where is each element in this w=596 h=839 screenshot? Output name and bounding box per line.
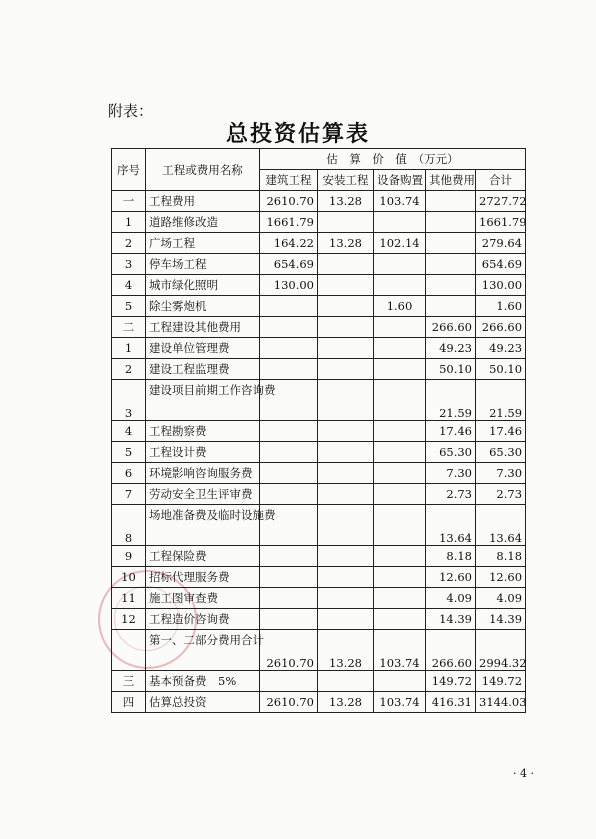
row-equip bbox=[374, 317, 426, 338]
row-install bbox=[318, 442, 374, 463]
row-build bbox=[260, 609, 318, 630]
row-equip: 102.14 bbox=[374, 233, 426, 254]
row-build bbox=[260, 317, 318, 338]
table-row bbox=[112, 275, 526, 296]
row-build: 654.69 bbox=[260, 254, 318, 275]
row-no: 6 bbox=[112, 463, 146, 484]
row-equip: 103.74 bbox=[374, 692, 426, 713]
row-install bbox=[318, 567, 374, 588]
row-total: 654.69 bbox=[476, 254, 526, 275]
row-total: 8.18 bbox=[476, 546, 526, 567]
row-equip bbox=[374, 338, 426, 359]
page-title: 总投资估算表 bbox=[225, 121, 370, 147]
row-equip bbox=[374, 380, 426, 421]
row-other: 7.30 bbox=[426, 463, 476, 484]
row-no: 三 bbox=[112, 671, 146, 692]
row-build: 2610.70 bbox=[260, 191, 318, 212]
table-row bbox=[112, 692, 526, 713]
row-name: 广场工程 bbox=[146, 233, 260, 254]
row-no: 1 bbox=[112, 338, 146, 359]
row-build bbox=[260, 421, 318, 442]
row-name: 第一、二部分费用合计 bbox=[146, 630, 260, 671]
row-build bbox=[260, 567, 318, 588]
row-equip bbox=[374, 505, 426, 546]
row-total: 7.30 bbox=[476, 463, 526, 484]
table-row bbox=[112, 567, 526, 588]
row-total: 3144.03 bbox=[476, 692, 526, 713]
row-name: 施工图审查费 bbox=[146, 588, 260, 609]
row-build bbox=[260, 463, 318, 484]
table-row bbox=[112, 317, 526, 338]
row-install: 13.28 bbox=[318, 191, 374, 212]
row-name: 工程费用 bbox=[146, 191, 260, 212]
row-no: 8 bbox=[112, 505, 146, 546]
row-name: 工程造价咨询费 bbox=[146, 609, 260, 630]
row-no: 2 bbox=[112, 233, 146, 254]
row-other: 4.09 bbox=[426, 588, 476, 609]
row-total: 2994.32 bbox=[476, 630, 526, 671]
row-equip bbox=[374, 546, 426, 567]
row-total: 4.09 bbox=[476, 588, 526, 609]
row-equip bbox=[374, 671, 426, 692]
row-build bbox=[260, 296, 318, 317]
row-build: 164.22 bbox=[260, 233, 318, 254]
row-install bbox=[318, 546, 374, 567]
row-name: 除尘雾炮机 bbox=[146, 296, 260, 317]
row-no: 一 bbox=[112, 191, 146, 212]
row-no: 四 bbox=[112, 692, 146, 713]
row-name: 招标代理服务费 bbox=[146, 567, 260, 588]
table-row bbox=[112, 463, 526, 484]
row-equip: 1.60 bbox=[374, 296, 426, 317]
row-equip bbox=[374, 463, 426, 484]
row-total: 2727.72 bbox=[476, 191, 526, 212]
table-row bbox=[112, 588, 526, 609]
row-install bbox=[318, 380, 374, 421]
row-install bbox=[318, 484, 374, 505]
page-number: · 4 · bbox=[513, 767, 534, 780]
row-no: 7 bbox=[112, 484, 146, 505]
table-row bbox=[112, 212, 526, 233]
row-other: 416.31 bbox=[426, 692, 476, 713]
row-other: 266.60 bbox=[426, 317, 476, 338]
row-no bbox=[112, 630, 146, 671]
row-no: 1 bbox=[112, 212, 146, 233]
row-other bbox=[426, 191, 476, 212]
row-equip bbox=[374, 275, 426, 296]
row-total: 1661.79 bbox=[476, 212, 526, 233]
row-equip bbox=[374, 421, 426, 442]
row-no: 5 bbox=[112, 442, 146, 463]
row-no: 10 bbox=[112, 567, 146, 588]
row-build bbox=[260, 338, 318, 359]
table-row bbox=[112, 630, 526, 671]
row-no: 11 bbox=[112, 588, 146, 609]
row-install bbox=[318, 338, 374, 359]
row-equip bbox=[374, 254, 426, 275]
row-total: 12.60 bbox=[476, 567, 526, 588]
row-other bbox=[426, 233, 476, 254]
row-other: 17.46 bbox=[426, 421, 476, 442]
row-install: 13.28 bbox=[318, 630, 374, 671]
row-install bbox=[318, 296, 374, 317]
row-equip bbox=[374, 484, 426, 505]
row-name: 工程勘察费 bbox=[146, 421, 260, 442]
header-name: 工程或费用名称 bbox=[146, 149, 260, 191]
row-install bbox=[318, 275, 374, 296]
header-total: 合计 bbox=[476, 170, 526, 191]
row-total: 2.73 bbox=[476, 484, 526, 505]
table-row bbox=[112, 546, 526, 567]
row-no: 4 bbox=[112, 275, 146, 296]
row-equip bbox=[374, 212, 426, 233]
row-install bbox=[318, 671, 374, 692]
header-build: 建筑工程 bbox=[260, 170, 318, 191]
row-other: 2.73 bbox=[426, 484, 476, 505]
row-equip bbox=[374, 567, 426, 588]
row-total: 149.72 bbox=[476, 671, 526, 692]
table-row bbox=[112, 484, 526, 505]
row-other bbox=[426, 275, 476, 296]
row-equip: 103.74 bbox=[374, 630, 426, 671]
row-name: 工程建设其他费用 bbox=[146, 317, 260, 338]
row-name: 估算总投资 bbox=[146, 692, 260, 713]
row-build bbox=[260, 588, 318, 609]
row-total: 266.60 bbox=[476, 317, 526, 338]
row-total: 65.30 bbox=[476, 442, 526, 463]
row-equip bbox=[374, 609, 426, 630]
table-row bbox=[112, 233, 526, 254]
row-name: 城市绿化照明 bbox=[146, 275, 260, 296]
row-no: 4 bbox=[112, 421, 146, 442]
header-no: 序号 bbox=[112, 149, 146, 191]
row-install bbox=[318, 254, 374, 275]
row-equip bbox=[374, 359, 426, 380]
row-total: 49.23 bbox=[476, 338, 526, 359]
row-name: 建设项目前期工作咨询费 bbox=[146, 380, 260, 421]
table-row bbox=[112, 380, 526, 421]
row-other: 21.59 bbox=[426, 380, 476, 421]
attachment-label: 附表： bbox=[108, 102, 154, 120]
row-build: 2610.70 bbox=[260, 630, 318, 671]
row-total: 50.10 bbox=[476, 359, 526, 380]
row-equip bbox=[374, 442, 426, 463]
row-total: 21.59 bbox=[476, 380, 526, 421]
table-row bbox=[112, 671, 526, 692]
row-install bbox=[318, 359, 374, 380]
row-name: 道路维修改造 bbox=[146, 212, 260, 233]
row-no: 3 bbox=[112, 254, 146, 275]
row-other: 49.23 bbox=[426, 338, 476, 359]
row-build: 1661.79 bbox=[260, 212, 318, 233]
row-name: 工程保险费 bbox=[146, 546, 260, 567]
row-install bbox=[318, 421, 374, 442]
row-no: 5 bbox=[112, 296, 146, 317]
row-other: 266.60 bbox=[426, 630, 476, 671]
row-other: 12.60 bbox=[426, 567, 476, 588]
row-install: 13.28 bbox=[318, 233, 374, 254]
row-other: 14.39 bbox=[426, 609, 476, 630]
row-total: 17.46 bbox=[476, 421, 526, 442]
row-build: 2610.70 bbox=[260, 692, 318, 713]
header-equip: 设备购置 bbox=[374, 170, 426, 191]
row-name: 基本预备费 5% bbox=[146, 671, 260, 692]
row-total: 14.39 bbox=[476, 609, 526, 630]
row-total: 13.64 bbox=[476, 505, 526, 546]
row-install: 13.28 bbox=[318, 692, 374, 713]
row-total: 130.00 bbox=[476, 275, 526, 296]
row-install bbox=[318, 609, 374, 630]
row-total: 1.60 bbox=[476, 296, 526, 317]
row-build bbox=[260, 442, 318, 463]
table-row bbox=[112, 254, 526, 275]
table-row bbox=[112, 338, 526, 359]
row-name: 建设工程监理费 bbox=[146, 359, 260, 380]
table-row bbox=[112, 296, 526, 317]
row-other: 8.18 bbox=[426, 546, 476, 567]
table-row bbox=[112, 191, 526, 212]
header-other: 其他费用 bbox=[426, 170, 476, 191]
row-build bbox=[260, 359, 318, 380]
row-other bbox=[426, 212, 476, 233]
row-no: 二 bbox=[112, 317, 146, 338]
row-total: 279.64 bbox=[476, 233, 526, 254]
row-install bbox=[318, 505, 374, 546]
row-install bbox=[318, 212, 374, 233]
row-no: 2 bbox=[112, 359, 146, 380]
row-no: 9 bbox=[112, 546, 146, 567]
table-row bbox=[112, 442, 526, 463]
row-build: 130.00 bbox=[260, 275, 318, 296]
row-install bbox=[318, 588, 374, 609]
row-other: 50.10 bbox=[426, 359, 476, 380]
row-name: 工程设计费 bbox=[146, 442, 260, 463]
table-row bbox=[112, 505, 526, 546]
row-build bbox=[260, 484, 318, 505]
row-equip bbox=[374, 588, 426, 609]
row-no: 3 bbox=[112, 380, 146, 421]
row-equip: 103.74 bbox=[374, 191, 426, 212]
row-no: 12 bbox=[112, 609, 146, 630]
table-row bbox=[112, 609, 526, 630]
row-build bbox=[260, 671, 318, 692]
row-other: 13.64 bbox=[426, 505, 476, 546]
row-other bbox=[426, 296, 476, 317]
row-name: 环境影响咨询服务费 bbox=[146, 463, 260, 484]
row-other bbox=[426, 254, 476, 275]
row-name: 场地准备费及临时设施费 bbox=[146, 505, 260, 546]
row-name: 停车场工程 bbox=[146, 254, 260, 275]
table-row bbox=[112, 359, 526, 380]
table-row bbox=[112, 421, 526, 442]
row-install bbox=[318, 317, 374, 338]
row-name: 劳动安全卫生评审费 bbox=[146, 484, 260, 505]
header-estimate-group: 估 算 价 值 （万元） bbox=[260, 149, 526, 170]
row-other: 149.72 bbox=[426, 671, 476, 692]
row-name: 建设单位管理费 bbox=[146, 338, 260, 359]
row-build bbox=[260, 546, 318, 567]
row-other: 65.30 bbox=[426, 442, 476, 463]
row-install bbox=[318, 463, 374, 484]
investment-estimate-table bbox=[111, 148, 526, 713]
header-install: 安装工程 bbox=[318, 170, 374, 191]
